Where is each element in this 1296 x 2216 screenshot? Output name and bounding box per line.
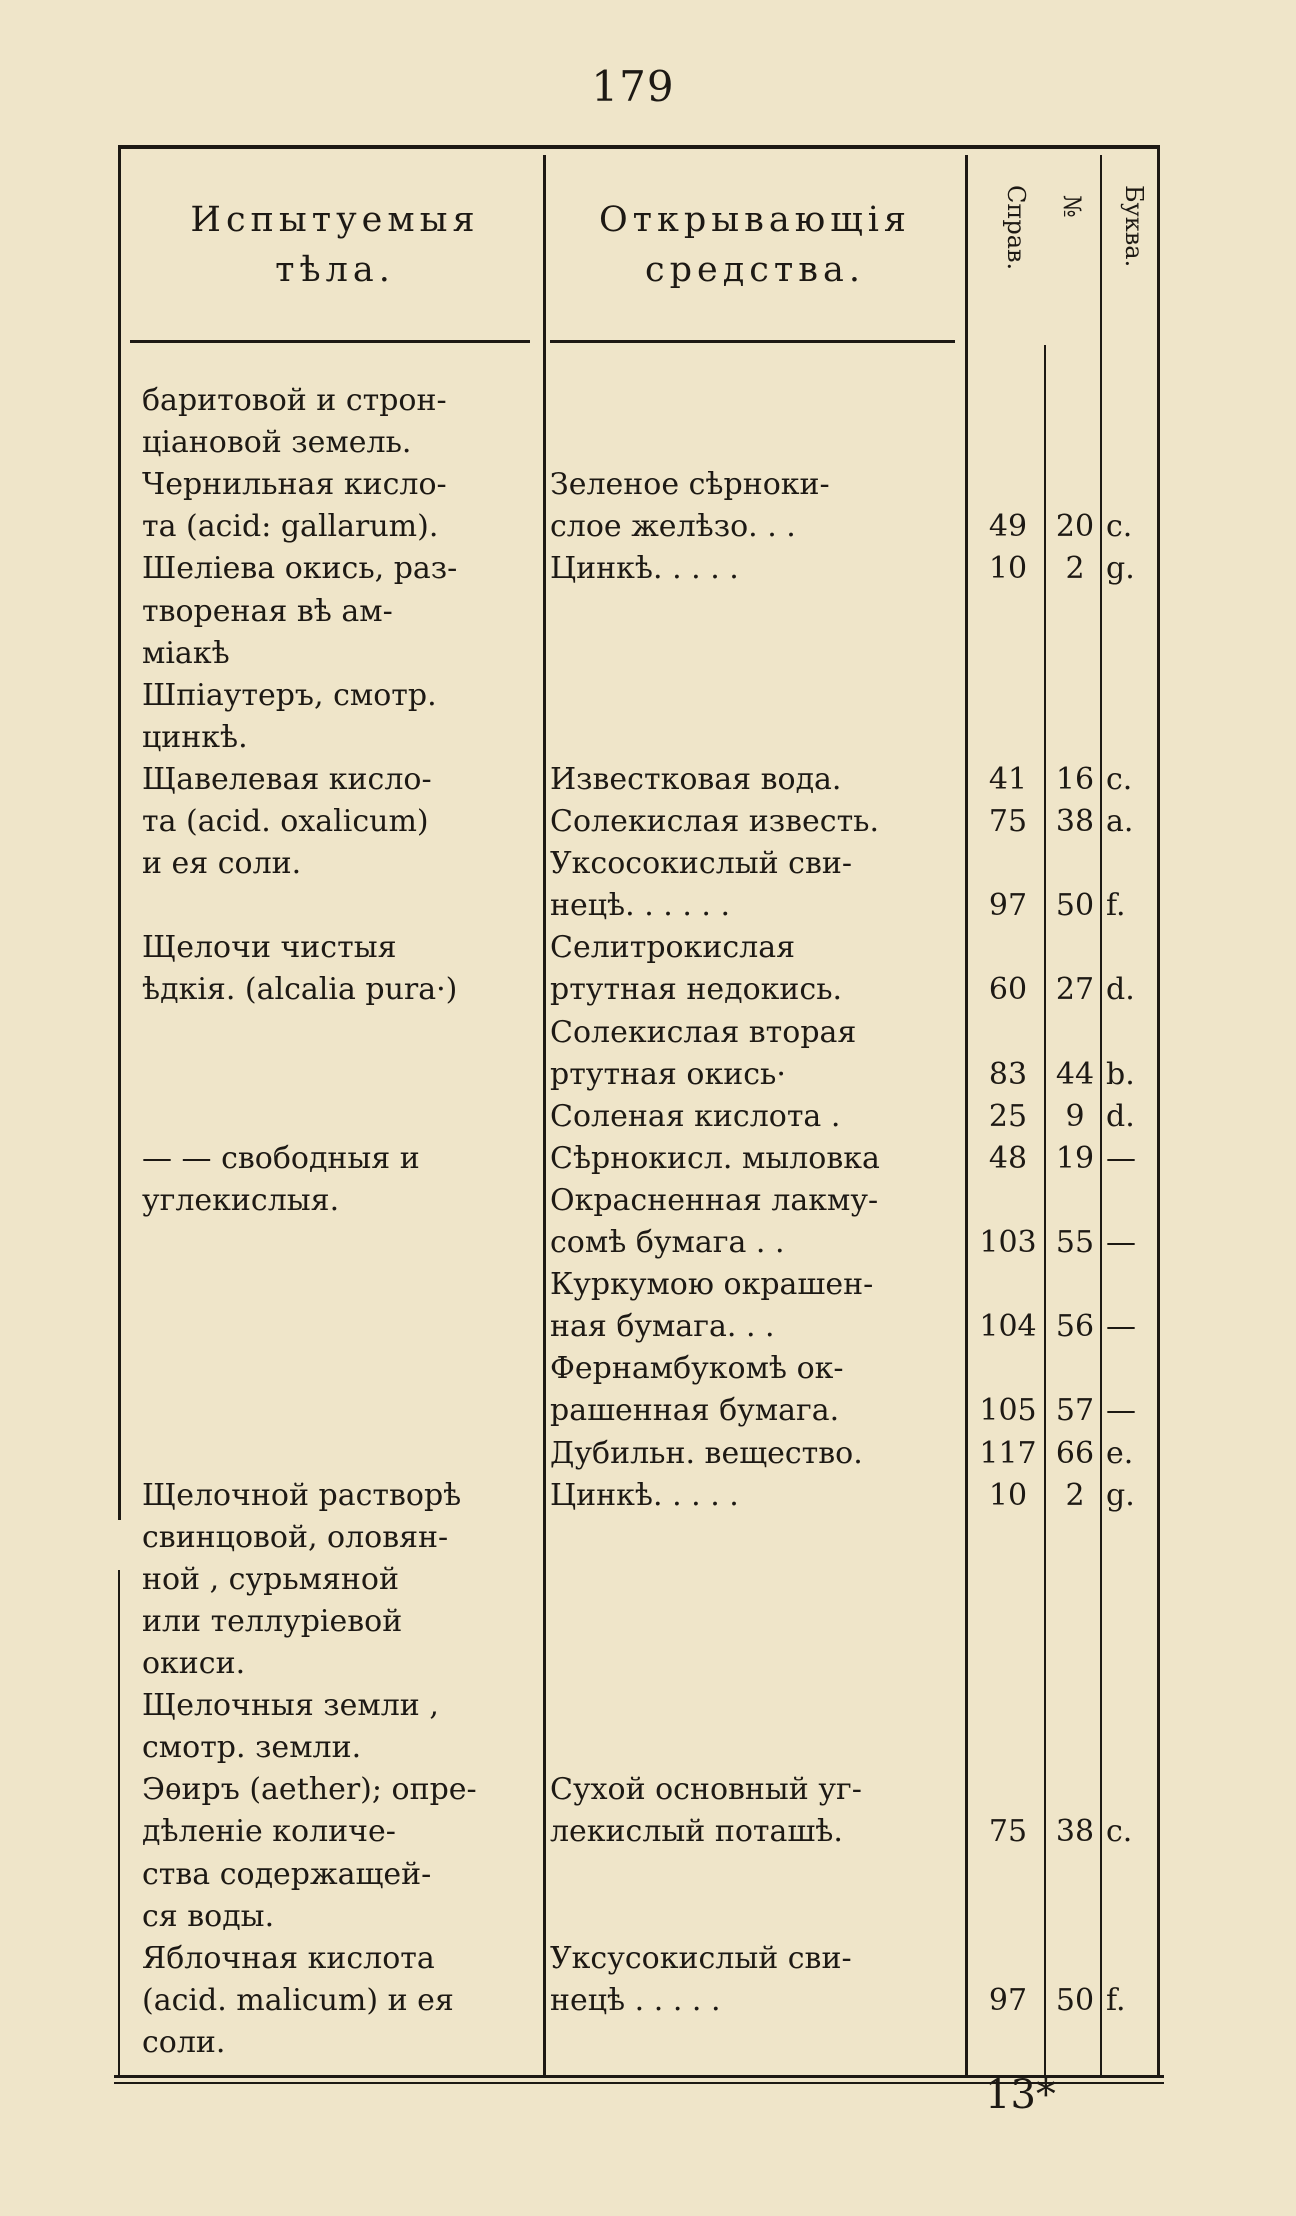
cell-c3: 49 — [988, 509, 1028, 545]
header-col1-line2: тѣла. — [275, 250, 395, 290]
table-row — [118, 1686, 1160, 1726]
cell-c1: Яблочная кислота — [142, 1940, 435, 1976]
table-row — [118, 2023, 1160, 2063]
cell-c2: Цинкѣ. . . . . — [550, 551, 739, 587]
header-col1-line1: Испытуемыя — [190, 200, 480, 240]
cell-c2: Зеленое сѣрноки- — [550, 467, 830, 503]
cell-c1: ѣдкія. (alcalia pura·) — [142, 972, 458, 1008]
header-rule-2 — [550, 340, 955, 343]
cell-c2: ртутная недокись. — [550, 972, 843, 1008]
cell-c1: (acid. malicum) и ея — [142, 1982, 454, 2018]
table-row — [118, 423, 1160, 463]
cell-c1: ной , сурьмяной — [142, 1561, 399, 1597]
table-row — [118, 970, 1160, 1010]
page-number: 179 — [591, 62, 675, 111]
cell-c4: 66 — [1055, 1435, 1095, 1471]
table-row — [118, 1560, 1160, 1600]
cell-c3: 25 — [988, 1098, 1028, 1134]
table-row — [118, 1644, 1160, 1684]
cell-c5: c. — [1106, 1814, 1133, 1850]
cell-c5: — — [1106, 1309, 1136, 1345]
cell-c4: 38 — [1055, 1814, 1095, 1850]
table-row — [118, 886, 1160, 926]
table-row — [118, 549, 1160, 589]
cell-c2: Куркумою окрашен- — [550, 1267, 874, 1303]
table-row — [118, 1897, 1160, 1937]
table-row — [118, 1391, 1160, 1431]
cell-c1: смотр. земли. — [142, 1730, 362, 1766]
table-row — [118, 1728, 1160, 1768]
header-rule-1 — [130, 340, 530, 343]
cell-c2: Известковая вода. — [550, 761, 842, 797]
cell-c1: цинкѣ. — [142, 719, 248, 755]
cell-c2: Солекислая вторая — [550, 1014, 857, 1050]
cell-c4: 20 — [1055, 509, 1095, 545]
cell-c5: — — [1106, 1140, 1136, 1176]
cell-c4: 16 — [1055, 761, 1095, 797]
cell-c4: 27 — [1055, 972, 1095, 1008]
cell-c1: Шпіаутеръ, смотр. — [142, 677, 437, 713]
cell-c2: Цинкѣ. . . . . — [550, 1477, 739, 1513]
cell-c5: d. — [1106, 1098, 1135, 1134]
cell-c1: та (acid. oxalicum) — [142, 804, 429, 839]
table-row — [118, 1139, 1160, 1179]
cell-c4: 56 — [1055, 1309, 1095, 1345]
cell-c3: 48 — [988, 1140, 1028, 1176]
cell-c2: Селитрокислая — [550, 930, 796, 966]
header-col5: Буква. — [1120, 185, 1148, 268]
table-row — [118, 381, 1160, 421]
table-row — [118, 676, 1160, 716]
cell-c1: — — свободныя и — [142, 1140, 420, 1176]
cell-c3: 10 — [988, 551, 1028, 587]
cell-c1: дѣленіе количе- — [142, 1814, 396, 1850]
signature-mark: 13* — [985, 2072, 1056, 2118]
cell-c3: 83 — [988, 1056, 1028, 1092]
table-row — [118, 1434, 1160, 1474]
table-top-rule — [118, 145, 1160, 149]
table-row — [118, 465, 1160, 505]
cell-c3: 41 — [988, 761, 1028, 797]
cell-c5: g. — [1106, 551, 1135, 587]
cell-c1: соли. — [142, 2024, 226, 2060]
cell-c4: 57 — [1055, 1393, 1095, 1429]
table-row — [118, 1307, 1160, 1347]
cell-c2: Солекислая известь. — [550, 804, 880, 839]
table-row — [118, 760, 1160, 800]
cell-c2: Уксусокислый сви- — [550, 1940, 852, 1976]
cell-c1: твореная вѣ ам- — [142, 593, 393, 629]
header-col3: Справ. — [1002, 185, 1030, 271]
cell-c5: f. — [1106, 888, 1126, 924]
cell-c5: f. — [1106, 1982, 1126, 2018]
cell-c1: свинцовой, оловян- — [142, 1519, 449, 1555]
cell-c2: сомѣ бумага . . — [550, 1225, 785, 1260]
table-row — [118, 1223, 1160, 1263]
cell-c2: Сѣрнокисл. мыловка — [550, 1140, 880, 1176]
table-row — [118, 1939, 1160, 1979]
cell-c1: окиси. — [142, 1646, 246, 1681]
cell-c4: 9 — [1065, 1098, 1085, 1134]
table-row — [118, 507, 1160, 547]
table-row — [118, 1602, 1160, 1642]
cell-c5: — — [1106, 1393, 1136, 1429]
cell-c1: Шеліева окись, раз- — [142, 551, 458, 587]
cell-c2: Фернамбукомѣ ок- — [550, 1351, 844, 1387]
cell-c5: a. — [1106, 804, 1134, 839]
cell-c1: и ея соли. — [142, 846, 302, 882]
table-row — [118, 1812, 1160, 1852]
cell-c1: Щелочи чистыя — [142, 930, 397, 966]
cell-c2: слое желѣзо. . . — [550, 509, 796, 545]
cell-c1: та (acid: gallarum). — [142, 509, 439, 545]
cell-c3: 97 — [988, 1982, 1028, 2018]
table-row — [118, 802, 1160, 842]
header-col2 — [550, 195, 960, 295]
cell-c1: Щелочной растворѣ — [142, 1477, 462, 1513]
cell-c3: 75 — [988, 1814, 1028, 1850]
cell-c4: 38 — [1055, 804, 1095, 839]
table-row — [118, 592, 1160, 632]
cell-c3: 105 — [979, 1393, 1037, 1429]
cell-c4: 55 — [1055, 1225, 1095, 1260]
cell-c2: ртутная окись· — [550, 1056, 786, 1092]
cell-c4: 44 — [1055, 1056, 1095, 1092]
cell-c3: 60 — [988, 972, 1028, 1008]
table-row — [118, 1181, 1160, 1221]
cell-c2: Соленая кислота . — [550, 1098, 841, 1134]
table-row — [118, 634, 1160, 674]
cell-c1: Щавелевая кисло- — [142, 761, 432, 797]
cell-c2: ная бумага. . . — [550, 1309, 775, 1345]
cell-c4: 2 — [1065, 1477, 1085, 1513]
cell-c5: c. — [1106, 509, 1133, 545]
table-row — [118, 1055, 1160, 1095]
table-row — [118, 1013, 1160, 1053]
cell-c2: лекислый поташѣ. — [550, 1814, 843, 1850]
cell-c2: Окрасненная лакму- — [550, 1182, 879, 1218]
cell-c2: Уксосокислый сви- — [550, 846, 852, 882]
cell-c5: b. — [1106, 1056, 1135, 1092]
table-row — [118, 844, 1160, 884]
table-row — [118, 1855, 1160, 1895]
cell-c1: или теллуріевой — [142, 1603, 403, 1639]
table-row — [118, 928, 1160, 968]
header-col2-line1: Открывающія — [598, 200, 912, 240]
cell-c4: 2 — [1065, 551, 1085, 587]
cell-c3: 104 — [979, 1309, 1037, 1345]
cell-c4: 19 — [1055, 1140, 1095, 1176]
table-row — [118, 1770, 1160, 1810]
header-col1 — [130, 195, 540, 295]
table-row — [118, 1265, 1160, 1305]
cell-c4: 50 — [1055, 1982, 1095, 2018]
cell-c2: рашенная бумага. — [550, 1393, 840, 1429]
cell-c3: 103 — [979, 1225, 1037, 1260]
index-table — [118, 145, 1160, 2085]
cell-c1: Щелочныя земли , — [142, 1688, 439, 1724]
cell-c3: 10 — [988, 1477, 1028, 1513]
cell-c2: Дубильн. вещество. — [550, 1435, 863, 1471]
table-row — [118, 1097, 1160, 1137]
cell-c5: c. — [1106, 761, 1133, 797]
cell-c5: — — [1106, 1225, 1136, 1260]
cell-c2: нецѣ . . . . . — [550, 1982, 721, 2018]
cell-c1: міакѣ — [142, 635, 230, 671]
cell-c1: баритовой и строн- — [142, 383, 447, 418]
cell-c1: углекислыя. — [142, 1182, 340, 1218]
cell-c1: ства содержащей- — [142, 1856, 432, 1892]
cell-c1: ся воды. — [142, 1898, 275, 1934]
cell-c5: g. — [1106, 1477, 1135, 1513]
cell-c2: нецѣ. . . . . . — [550, 888, 731, 924]
cell-c5: d. — [1106, 972, 1135, 1008]
cell-c3: 117 — [979, 1435, 1037, 1471]
cell-c4: 50 — [1055, 888, 1095, 924]
header-col2-line2: средства. — [645, 250, 865, 290]
cell-c5: e. — [1106, 1435, 1134, 1471]
cell-c3: 97 — [988, 888, 1028, 924]
table-row — [118, 1349, 1160, 1389]
cell-c3: 75 — [988, 804, 1028, 839]
table-row — [118, 1518, 1160, 1558]
table-row — [118, 1981, 1160, 2021]
cell-c1: Эѳиръ (aether); опре- — [142, 1772, 477, 1808]
cell-c1: Чернильная кисло- — [142, 467, 447, 503]
table-row — [118, 718, 1160, 758]
cell-c1: ціановой земель. — [142, 425, 412, 461]
cell-c2: Сухой основный уг- — [550, 1772, 862, 1808]
header-col4: № — [1058, 195, 1086, 218]
table-row — [118, 1476, 1160, 1516]
